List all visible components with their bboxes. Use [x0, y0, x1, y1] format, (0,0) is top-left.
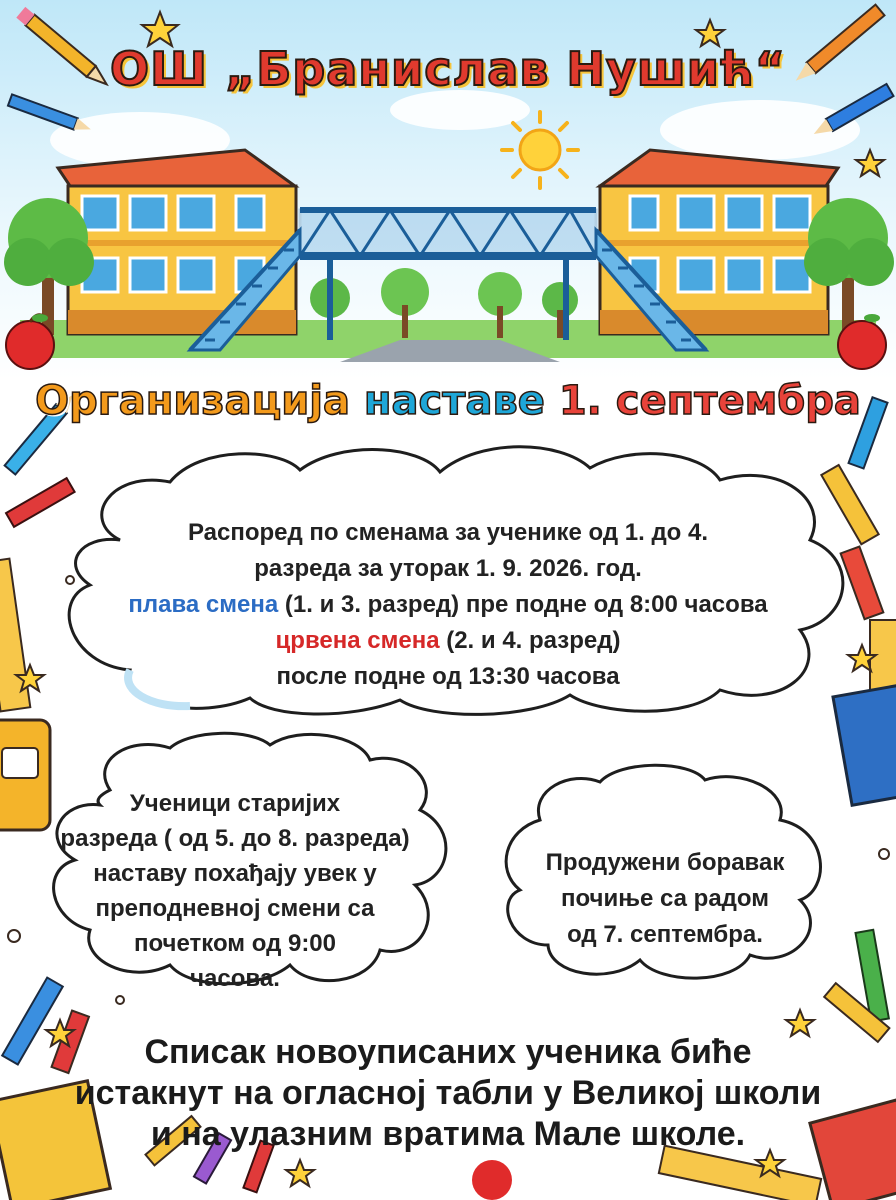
subtitle-word-classes: наставе	[363, 378, 545, 424]
red-shift-label: црвена смена	[275, 627, 440, 654]
older-line-3: наставу похађају увек у	[93, 860, 377, 887]
page-subtitle	[0, 378, 896, 424]
older-line-1: Ученици старијих	[129, 790, 341, 817]
red-shift-details: (2. и 4. разред)	[439, 627, 621, 654]
sun-icon	[502, 112, 578, 188]
older-line-6: часова.	[190, 965, 280, 992]
shift-schedule-text	[80, 515, 816, 695]
older-students-text	[60, 786, 410, 996]
older-line-2: разреда ( од 5. до 8. разреда)	[60, 825, 410, 852]
new-students-notice	[0, 1032, 896, 1155]
extended-line-1: Продужени боравак	[545, 849, 785, 876]
extended-stay-text	[520, 845, 810, 953]
extended-line-2: почиње са радом	[560, 885, 769, 912]
blue-shift-details: (1. и 3. разред) пре подне од 8:00 часова	[278, 591, 768, 618]
notice-line-3: и на улазним вратима Мале школе.	[150, 1115, 746, 1153]
schedule-line-2: разреда за уторак 1. 9. 2026. год.	[254, 555, 642, 582]
left-school-building	[58, 150, 296, 334]
notice-line-1: Списак новоуписаних ученика биће	[144, 1033, 752, 1071]
school-title: ОШ „Бранислав Нушић“	[110, 42, 786, 96]
blue-shift-label: плава смена	[128, 591, 279, 618]
schedule-red-shift	[80, 623, 816, 659]
schedule-line-1: Распоред по сменама за ученике од 1. до 4.	[187, 519, 709, 546]
notice-line-2: истакнут на огласној табли у Великој школи	[74, 1074, 822, 1112]
subtitle-word-organization: Организација	[35, 378, 350, 424]
extended-line-3: од 7. септембра.	[567, 921, 763, 948]
schedule-line-5: после подне од 13:30 часова	[276, 663, 620, 690]
right-school-building	[600, 150, 838, 334]
subtitle-word-date: 1. септембра	[558, 378, 861, 424]
schedule-blue-shift	[80, 587, 816, 623]
older-line-5: почетком од 9:00	[133, 930, 337, 957]
older-line-4: преподневној смени са	[95, 895, 375, 922]
